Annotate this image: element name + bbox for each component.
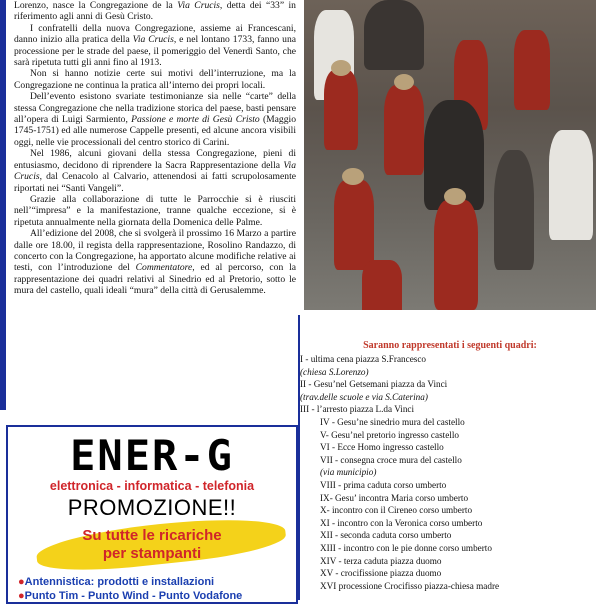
article-paragraph: Nel 1986, alcuni giovani della stessa Congregazione, pieni di entusiasmo, decidono di riprendere la Sacra Rappresentazione della Via Crucis, dal Cenacolo al Calvario, attenendosi ai fatti scrupolosamente riportati nei “Santi Vangeli”. xyxy=(14,148,296,194)
article-paragraph: Non si hanno notizie certe sui motivi dell’interruzione, ma la Congregazione ne continua la pratica all’interno dei propri locali. xyxy=(14,68,296,91)
article-paragraph: Grazie alla collaborazione di tutte le Parrocchie si è riusciti nell’“impresa” e la manifestazione, tranne qualche eccezione, si è ripetuta annualmente nella giornata della Domenica delle Palme. xyxy=(14,193,296,228)
article-paragraph: All’edizione del 2008, che si svolgerà il prossimo 16 Marzo a partire dalle ore 18.00, il regista della rappresentazione, Rosolino Randazzo, di concerto con la Congregazione, ha apportato alcune modifiche relative ai testi, con l’introduzione del Commentatore, ed al percorso, con la rappresentazione dei quadri relativi al Sinedrio ed al Pretorio, sotto le mura del castello, quali ideali “mura” della città di Gerusalemme. xyxy=(14,228,296,297)
ad-subtitle: elettronica - informatica - telefonia xyxy=(49,479,255,493)
scene-item: XVI processione Crocifisso piazza-chiesa madre xyxy=(320,580,500,591)
scene-item: I - ultima cena piazza S.Francesco xyxy=(300,354,427,364)
procession-photo xyxy=(304,0,596,310)
article-paragraph: Lorenzo, nasce la Congregazione de la Via Crucis, detta dei “33” in riferimento agli anni di Gesù Cristo. xyxy=(14,0,296,23)
scene-item: VI - Ecce Homo ingresso castello xyxy=(320,442,444,453)
scene-item: VIII - prima caduta corso umberto xyxy=(320,479,447,490)
article-paragraph: I confratelli della nuova Congregazione, assieme ai Francescani, danno inizio alla pratica della Via Crucis, e nel lontano 1733, fanno una processione per le strade del paese, il pomeriggio del Venerdì Santo, che sarà ripetuta tutti gli anni fino al 1913. xyxy=(14,22,296,69)
scene-item: (via municipio) xyxy=(320,467,377,478)
scenes-title: Saranno rappresentati i seguenti quadri: xyxy=(363,340,537,351)
ad-offer-line-1: Su tutte le ricariche xyxy=(82,527,222,544)
scenes-list xyxy=(300,353,600,592)
left-accent-bar xyxy=(0,0,6,410)
ener-g-advert xyxy=(6,425,298,604)
scene-item: VII - consegna croce mura del castello xyxy=(320,454,462,465)
article-column xyxy=(14,0,296,410)
scene-item: II - Gesu’nel Getsemani piazza da Vinci xyxy=(300,379,448,390)
scene-item: III - l’arresto piazza L.da Vinci xyxy=(300,404,415,415)
scene-item: (trav.delle scuole e via S.Caterina) xyxy=(300,391,428,402)
scene-item: IV - Gesu’ne sinedrio mura del castello xyxy=(320,416,465,427)
article-paragraph: Dell’evento esistono svariate testimonianze sia nelle “carte” della stessa Congregazione che nella tradizione storica del paese, basti pensare all’opera di Luigi Sarmiento, Passione e morte di Gesù Cristo (Maggio 1745-1751) ed alle numerose Cappelle presenti, ed alcune ancora visibili oggi, nelle vie processionali del centro storico di Carini. xyxy=(14,91,296,148)
ad-bullet: ● Punto Tim - Punto Wind - Punto Vodafone xyxy=(18,589,242,603)
scene-item: XV - crocifissione piazza duomo xyxy=(320,568,442,579)
scene-item: V- Gesu’nel pretorio ingresso castello xyxy=(320,429,459,440)
scene-item: XIII - incontro con le pie donne corso umberto xyxy=(320,542,492,553)
scene-item: (chiesa S.Lorenzo) xyxy=(300,366,369,377)
scenes-panel xyxy=(298,315,600,600)
ad-offer-line-2: per stampanti xyxy=(102,545,202,562)
ad-brand-logo: ENER-G xyxy=(70,431,234,480)
ad-promo: PROMOZIONE!! xyxy=(67,495,237,520)
ad-bullet-list xyxy=(18,575,242,603)
scene-item: XII - seconda caduta corso umberto xyxy=(320,530,452,541)
scene-item: IX- Gesu’ incontra Maria corso umberto xyxy=(320,492,469,503)
ad-bullet: ● Antennistica: prodotti e installazioni xyxy=(18,575,242,589)
scene-item: XI - incontro con la Veronica corso umberto xyxy=(320,517,483,528)
scene-item: X- incontro con il Cireneo corso umberto xyxy=(320,505,473,516)
scene-item: XIV - terza caduta piazza duomo xyxy=(320,555,442,566)
